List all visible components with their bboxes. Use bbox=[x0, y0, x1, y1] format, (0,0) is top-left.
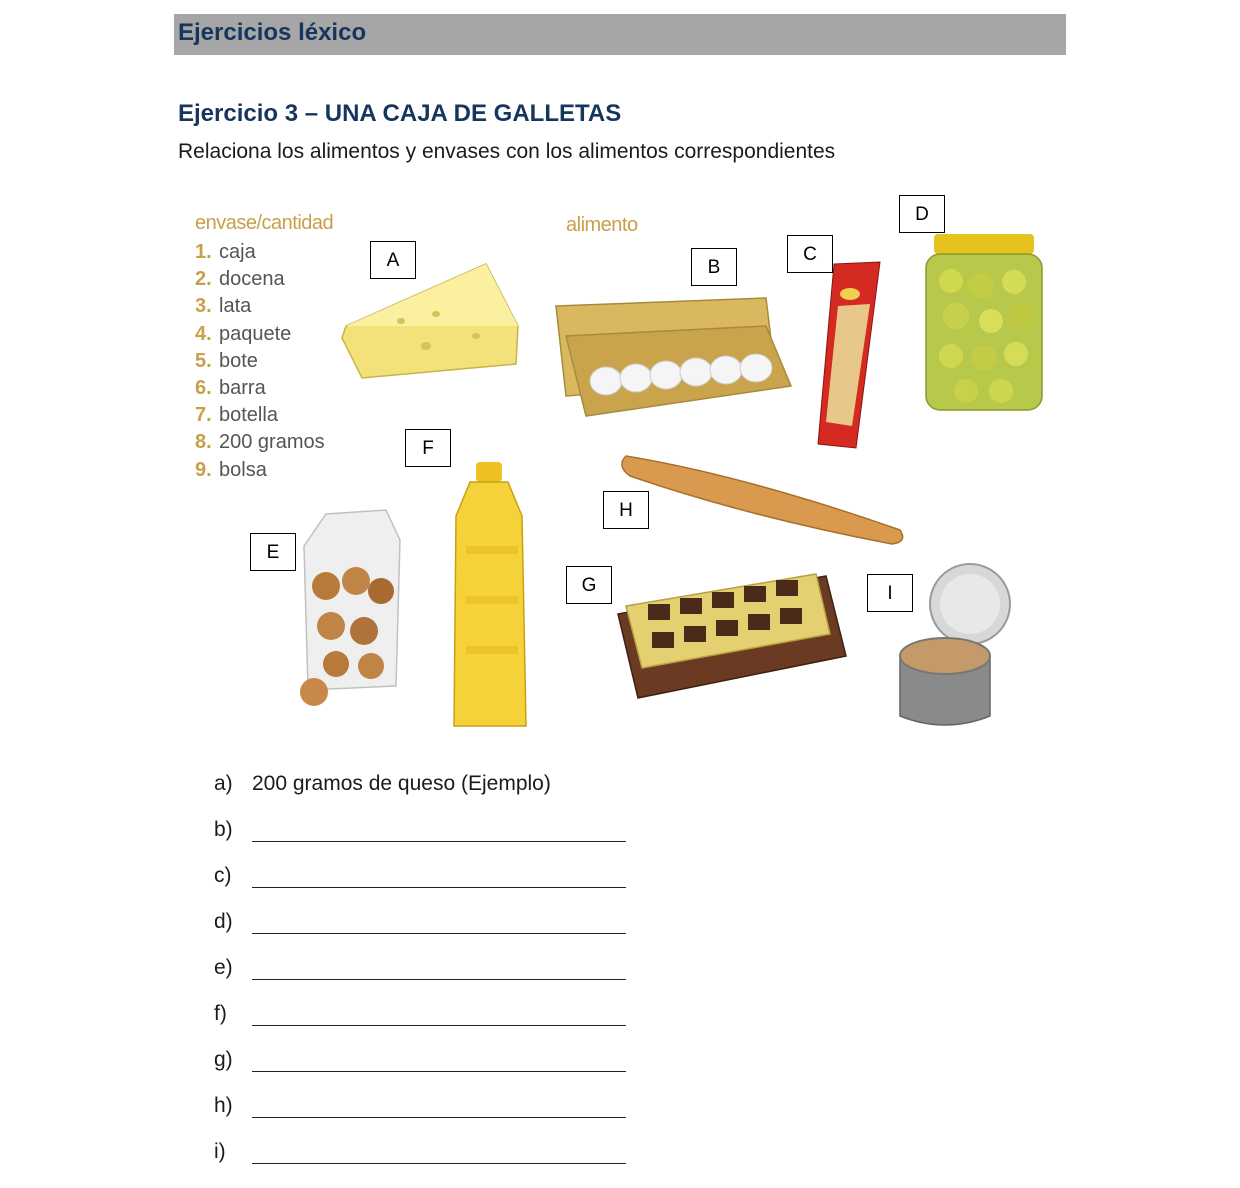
answer-label: d) bbox=[214, 910, 233, 933]
tag-g: G bbox=[566, 566, 612, 604]
answer-list bbox=[214, 768, 551, 1182]
tag-b: B bbox=[691, 248, 737, 286]
quantity-number: 9. bbox=[195, 458, 212, 481]
quantity-item bbox=[195, 402, 325, 429]
instructions-text: Relaciona los alimentos y envases con los alimentos correspondientes bbox=[178, 140, 836, 163]
answer-item bbox=[214, 1136, 551, 1182]
quantity-number: 2. bbox=[195, 268, 212, 291]
tag-f: F bbox=[405, 429, 451, 467]
quantity-label: bote bbox=[219, 349, 258, 372]
answer-item bbox=[214, 768, 551, 814]
quantity-label: botella bbox=[219, 404, 278, 427]
tag-e: E bbox=[250, 533, 296, 571]
answer-item bbox=[214, 906, 551, 952]
quantity-label: bolsa bbox=[219, 458, 267, 481]
quantity-item bbox=[195, 375, 325, 402]
answer-label: h) bbox=[214, 1094, 233, 1117]
pasta-packet-icon bbox=[818, 262, 880, 448]
food-illustration bbox=[186, 186, 1063, 748]
quantity-label: lata bbox=[219, 295, 252, 318]
quantity-label: 200 gramos bbox=[219, 431, 325, 454]
tag-c: C bbox=[787, 235, 833, 273]
quantity-item bbox=[195, 348, 325, 375]
quantity-number: 1. bbox=[195, 241, 212, 263]
quantity-item bbox=[195, 457, 325, 484]
answer-item bbox=[214, 998, 551, 1044]
answer-item bbox=[214, 1090, 551, 1136]
quantity-item bbox=[195, 429, 325, 456]
muffin-bag-icon bbox=[300, 510, 400, 706]
quantity-item bbox=[195, 239, 325, 266]
answer-blank-line[interactable] bbox=[252, 1071, 626, 1072]
quantity-number: 6. bbox=[195, 376, 212, 399]
answer-label: i) bbox=[214, 1140, 226, 1163]
food-heading: alimento bbox=[566, 214, 638, 236]
chocolate-box-icon bbox=[618, 574, 846, 698]
answer-label: g) bbox=[214, 1048, 233, 1071]
section-banner bbox=[174, 14, 1066, 55]
tag-i: I bbox=[867, 574, 913, 612]
quantity-item bbox=[195, 293, 325, 320]
quantity-label: barra bbox=[219, 376, 266, 399]
quantity-number: 5. bbox=[195, 349, 212, 372]
tuna-can-icon bbox=[900, 564, 1010, 725]
answer-label: e) bbox=[214, 956, 233, 979]
quantity-number: 4. bbox=[195, 322, 212, 345]
quantity-number: 3. bbox=[195, 295, 212, 318]
answer-label: c) bbox=[214, 864, 232, 887]
answer-blank-line[interactable] bbox=[252, 887, 626, 888]
quantity-item bbox=[195, 266, 325, 293]
answer-label: b) bbox=[214, 818, 233, 841]
answer-blank-line[interactable] bbox=[252, 1025, 626, 1026]
quantity-label: caja bbox=[219, 241, 256, 263]
answer-blank-line[interactable] bbox=[252, 1163, 626, 1164]
answer-item bbox=[214, 860, 551, 906]
quantity-number: 7. bbox=[195, 404, 212, 427]
answer-item bbox=[214, 814, 551, 860]
answer-label: a) bbox=[214, 772, 233, 795]
answer-label: f) bbox=[214, 1002, 227, 1025]
answer-blank-line[interactable] bbox=[252, 979, 626, 980]
answer-blank-line[interactable] bbox=[252, 1117, 626, 1118]
oil-bottle-icon bbox=[454, 462, 526, 726]
answer-text: 200 gramos de queso (Ejemplo) bbox=[252, 772, 551, 795]
answer-blank-line[interactable] bbox=[252, 933, 626, 934]
container-quantity-heading: envase/cantidad bbox=[195, 212, 334, 234]
quantity-number: 8. bbox=[195, 431, 212, 454]
answer-blank-line[interactable] bbox=[252, 841, 626, 842]
quantity-label: docena bbox=[219, 268, 285, 291]
tag-a: A bbox=[370, 241, 416, 279]
cheese-icon bbox=[342, 264, 518, 378]
quantity-item bbox=[195, 321, 325, 348]
baguette-icon bbox=[622, 456, 903, 544]
quantity-label: paquete bbox=[219, 322, 292, 345]
exercise-title: Ejercicio 3 – UNA CAJA DE GALLETAS bbox=[178, 100, 622, 127]
tag-d: D bbox=[899, 195, 945, 233]
answer-item bbox=[214, 952, 551, 998]
olive-jar-icon bbox=[926, 234, 1042, 410]
egg-carton-icon bbox=[556, 298, 791, 416]
quantity-list bbox=[195, 239, 325, 484]
answer-item bbox=[214, 1044, 551, 1090]
tag-h: H bbox=[603, 491, 649, 529]
banner-title: Ejercicios léxico bbox=[178, 19, 367, 46]
